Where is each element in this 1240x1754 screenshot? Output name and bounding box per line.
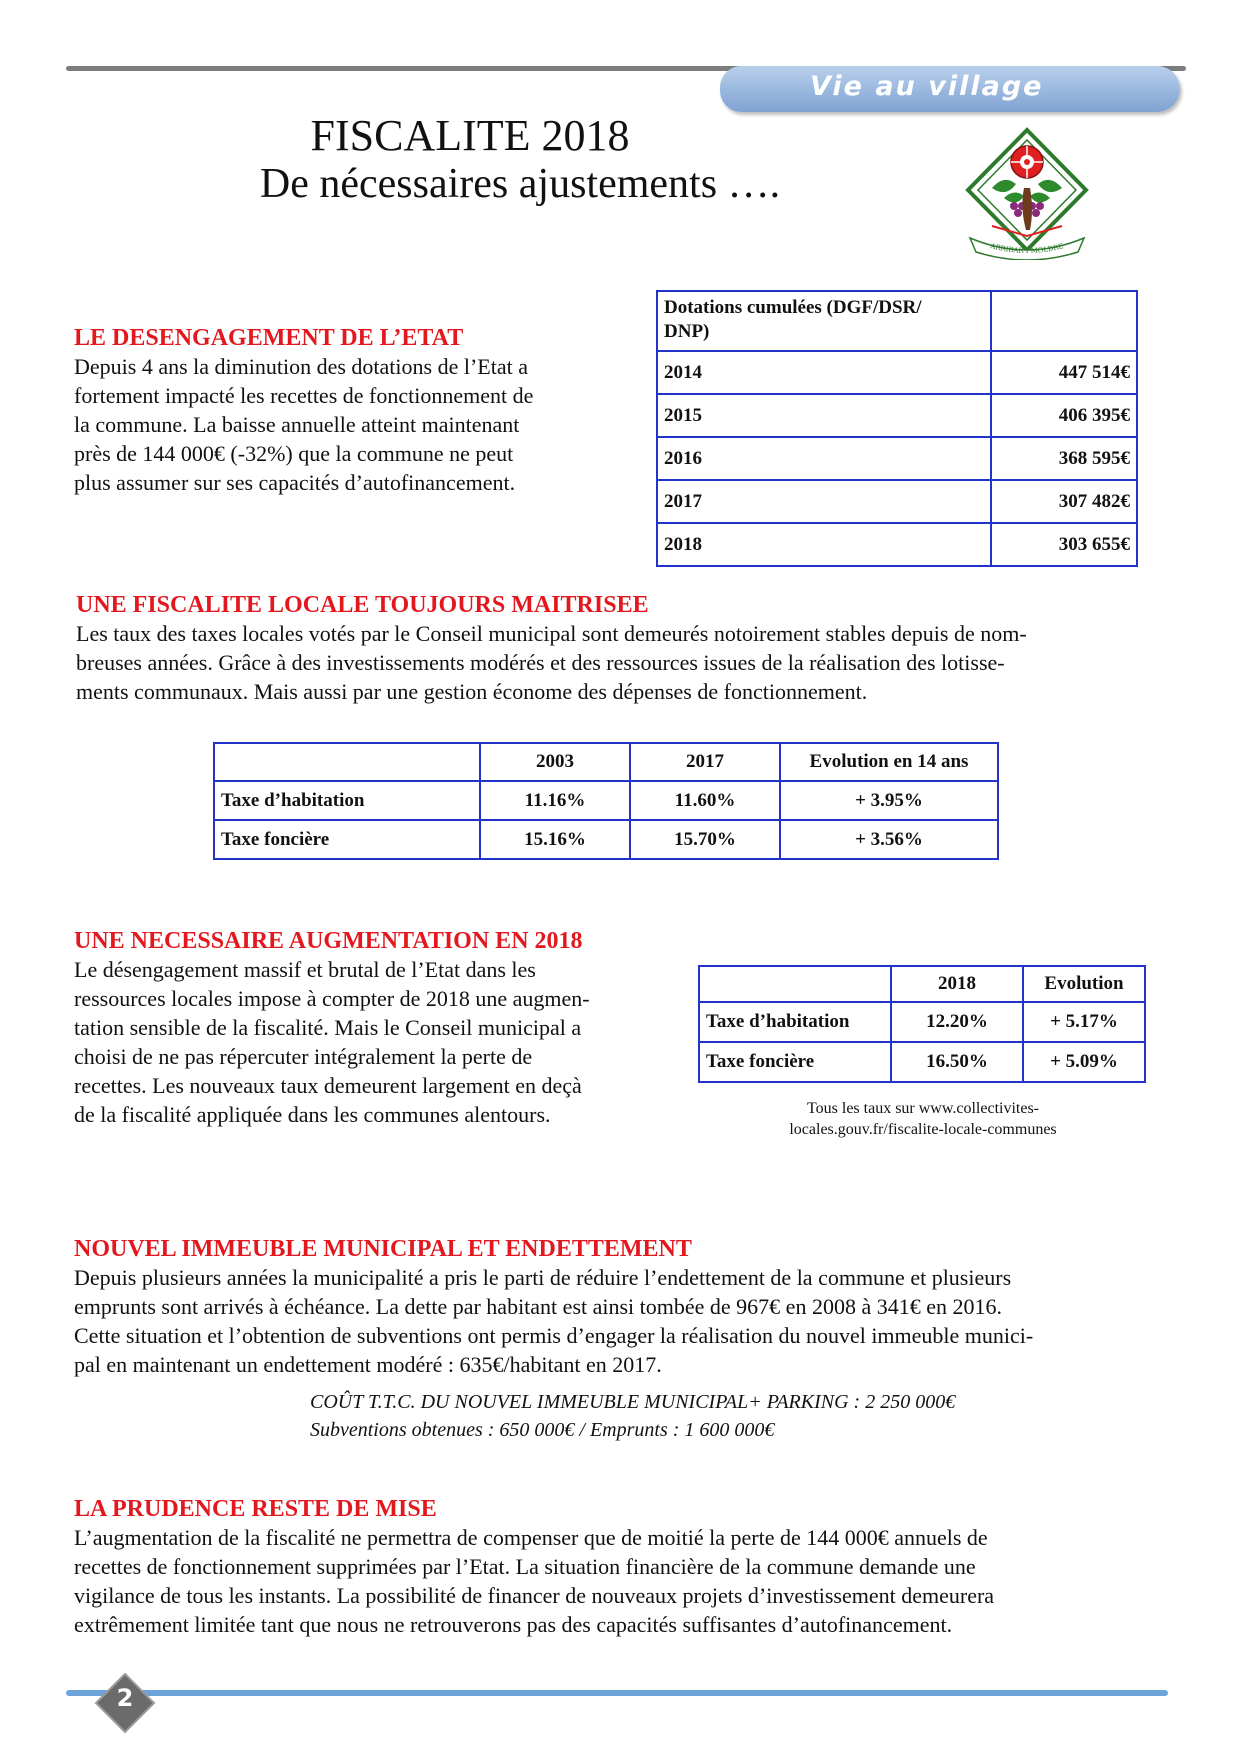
text-line: vigilance de tous les instants. La possibilité de financer de nouveaux projets d’investissement demeurera <box>74 1583 995 1608</box>
table-cell-label: Taxe foncière <box>699 1042 891 1082</box>
table-cell: 12.20% <box>891 1002 1023 1042</box>
municipal-crest-logo <box>962 126 1092 260</box>
table-row <box>214 781 998 820</box>
table-row <box>699 1042 1145 1082</box>
table-header-cell: Evolution <box>1023 966 1145 1002</box>
paragraph-fiscalite-locale <box>76 619 1170 706</box>
table-row <box>657 480 1137 523</box>
table-header-cell: Evolution en 14 ans <box>780 743 998 781</box>
paragraph-desengagement <box>74 352 598 497</box>
table-cell-value: 307 482€ <box>991 480 1137 523</box>
text-line: la commune. La baisse annuelle atteint maintenant <box>74 412 520 437</box>
cost-summary <box>310 1388 1170 1444</box>
table-cell-year: 2015 <box>657 394 991 437</box>
table-cell-label: Taxe d’habitation <box>699 1002 891 1042</box>
table-cell-label: Taxe d’habitation <box>214 781 480 820</box>
table-header-cell <box>657 291 991 351</box>
text-line: fortement impacté les recettes de fonctionnement de <box>74 383 534 408</box>
cost-line: COÛT T.T.C. DU NOUVEL IMMEUBLE MUNICIPAL+ PARKING : 2 250 000€ <box>310 1391 956 1413</box>
table-header-cell: 2018 <box>891 966 1023 1002</box>
table-cell: + 3.95% <box>780 781 998 820</box>
page-title: FISCALITE 2018 <box>310 111 630 160</box>
page-subtitle: De nécessaires ajustements …. <box>259 161 781 207</box>
table-cell: + 3.56% <box>780 820 998 859</box>
header-line: Dotations cumulées (DGF/DSR/ <box>664 297 922 318</box>
text-line: Depuis 4 ans la diminution des dotations de l’Etat a <box>74 354 528 379</box>
text-line: recettes de fonctionnement supprimées par l’Etat. La situation financière de la commune demande une <box>74 1554 976 1579</box>
table-cell-value: 406 395€ <box>991 394 1137 437</box>
table-header-cell <box>991 291 1137 351</box>
text-line: tation sensible de la fiscalité. Mais le Conseil municipal a <box>74 1015 582 1040</box>
text-line: plus assumer sur ses capacités d’autofinancement. <box>74 470 516 495</box>
cost-line: Subventions obtenues : 650 000€ / Emprunts : 1 600 000€ <box>310 1419 775 1441</box>
table-header-cell <box>699 966 891 1002</box>
table-row <box>699 966 1145 1002</box>
text-line: extrêmement limitée tant que nous ne retrouverons pas des capacités suffisantes d’autofinancement. <box>74 1612 953 1637</box>
text-line: ressources locales impose à compter de 2018 une augmen- <box>74 986 590 1011</box>
text-line: Les taux des taxes locales votés par le Conseil municipal sont demeurés notoirement stables depuis de nom- <box>76 621 1027 646</box>
table-cell: 15.16% <box>480 820 630 859</box>
table-cell-year: 2014 <box>657 351 991 394</box>
table-cell-value: 447 514€ <box>991 351 1137 394</box>
paragraph-augmentation <box>74 955 674 1129</box>
text-line: Cette situation et l’obtention de subventions ont permis d’engager la réalisation du nouvel immeuble munici- <box>74 1323 1034 1348</box>
table-row <box>657 437 1137 480</box>
source-line: locales.gouv.fr/fiscalite-locale-communes <box>789 1121 1057 1138</box>
table-cell-year: 2016 <box>657 437 991 480</box>
table-cell: + 5.17% <box>1023 1002 1145 1042</box>
table-cell-value: 368 595€ <box>991 437 1137 480</box>
heading-immeuble: NOUVEL IMMEUBLE MUNICIPAL ET ENDETTEMENT <box>74 1236 692 1262</box>
table-cell: + 5.09% <box>1023 1042 1145 1082</box>
text-line: L’augmentation de la fiscalité ne permettra de compenser que de moitié la perte de 144 000€ annuels de <box>74 1525 988 1550</box>
table-cell: 16.50% <box>891 1042 1023 1082</box>
page-number: 2 <box>116 1684 134 1712</box>
text-line: recettes. Les nouveaux taux demeurent largement en deçà <box>74 1073 582 1098</box>
text-line: choisi de ne pas répercuter intégralement la perte de <box>74 1044 533 1069</box>
table-row <box>214 820 998 859</box>
section-tab-label: Vie au village <box>810 71 1044 102</box>
text-line: breuses années. Grâce à des investissements modérés et des ressources issues de la réalisation des lotisse- <box>76 650 1005 675</box>
source-note <box>700 1098 1146 1140</box>
heading-prudence: LA PRUDENCE RESTE DE MISE <box>74 1496 437 1522</box>
table-row <box>657 523 1137 566</box>
table-cell: 11.16% <box>480 781 630 820</box>
text-line: Le désengagement massif et brutal de l’Etat dans les <box>74 957 536 982</box>
header-line: DNP) <box>664 321 710 342</box>
source-line: Tous les taux sur www.collectivites- <box>806 1100 1039 1117</box>
paragraph-immeuble <box>74 1263 1170 1379</box>
text-line: pal en maintenant un endettement modéré : 635€/habitant en 2017. <box>74 1352 662 1377</box>
table-row <box>657 394 1137 437</box>
crest-motto: ARRIBAR I MOLDRE <box>989 242 1065 256</box>
text-line: ments communaux. Mais aussi par une gestion économe des dépenses de fonctionnement. <box>76 679 868 704</box>
table-cell: 11.60% <box>630 781 780 820</box>
text-line: près de 144 000€ (-32%) que la commune ne peut <box>74 441 514 466</box>
table-cell: 15.70% <box>630 820 780 859</box>
taux-table <box>213 742 999 860</box>
bottom-rule <box>66 1690 1168 1696</box>
section-tab <box>720 66 1180 112</box>
dotations-table <box>656 290 1138 567</box>
heading-augmentation: UNE NECESSAIRE AUGMENTATION EN 2018 <box>74 928 583 954</box>
table-cell-label: Taxe foncière <box>214 820 480 859</box>
table-cell-value: 303 655€ <box>991 523 1137 566</box>
text-line: Depuis plusieurs années la municipalité a pris le parti de réduire l’endettement de la commune et plusieurs <box>74 1265 1012 1290</box>
text-line: de la fiscalité appliquée dans les communes alentours. <box>74 1102 551 1127</box>
table-row <box>657 351 1137 394</box>
heading-desengagement: LE DESENGAGEMENT DE L’ETAT <box>74 325 464 351</box>
table-cell-year: 2018 <box>657 523 991 566</box>
text-line: emprunts sont arrivés à échéance. La dette par habitant est ainsi tombée de 967€ en 2008 à 341€ en 2016. <box>74 1294 1002 1319</box>
table-row <box>657 291 1137 351</box>
table-cell-year: 2017 <box>657 480 991 523</box>
table-header-cell: 2003 <box>480 743 630 781</box>
table-row <box>214 743 998 781</box>
table-header-cell: 2017 <box>630 743 780 781</box>
table-header-cell <box>214 743 480 781</box>
taux-2018-table <box>698 965 1146 1083</box>
paragraph-prudence <box>74 1523 1170 1639</box>
table-row <box>699 1002 1145 1042</box>
heading-fiscalite-locale: UNE FISCALITE LOCALE TOUJOURS MAITRISEE <box>76 592 649 618</box>
